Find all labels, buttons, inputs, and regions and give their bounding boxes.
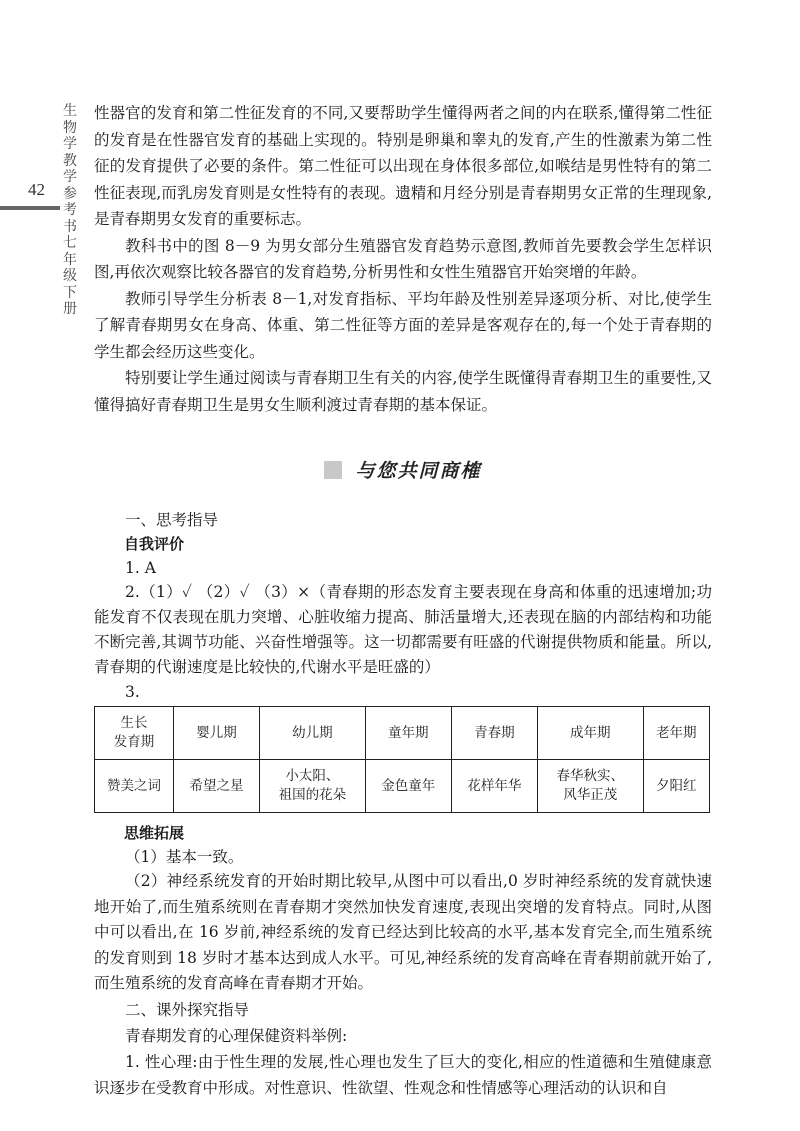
table-cell-praise: 夕阳红	[643, 760, 709, 813]
table-cell-praise: 小太阳、 祖国的花朵	[260, 760, 366, 813]
table-cell-period: 童年期	[365, 707, 451, 760]
table-cell-period: 青春期	[451, 707, 537, 760]
thinking-2: （2）神经系统发育的开始时期比较早,从图中可以看出,0 岁时神经系统的发育就快速地开始了,而生殖系统则在青春期才突然加快发育速度,表现出突增的发育特点。同时,从图中可以看出,在 16 岁前,神经系统的发育已经达到比较高的水平,基本发育完全,而生殖系统的发育则到 18 岁时才基本达到成人水平。可见,神经系统的发育高峰在青春期前就开始了,而生殖系统的发育高峰在青春期才开始。	[94, 872, 712, 992]
part2-intro: 青春期发育的心理保健资料举例:	[125, 1026, 348, 1045]
table-cell-praise: 金色童年	[365, 760, 451, 813]
table-header-label	[95, 707, 174, 760]
self-eval-title: 自我评价	[124, 535, 185, 553]
header-label-line2: 发育期	[113, 734, 155, 750]
table-row-label: 赞美之词	[95, 760, 174, 813]
section-marker-square	[324, 461, 342, 479]
answer-3: 3.	[125, 683, 140, 701]
table-cell-period: 幼儿期	[260, 707, 366, 760]
growth-period-table	[94, 706, 710, 813]
answer-1: 1. A	[125, 559, 156, 577]
thinking-title: 思维拓展	[124, 824, 185, 842]
header-label-line1: 生长	[120, 715, 148, 731]
table-cell-period: 婴儿期	[174, 707, 260, 760]
table-cell-period: 老年期	[643, 707, 709, 760]
margin-rule	[0, 206, 60, 210]
page-number: 42	[28, 180, 45, 199]
answer-2: 2.（1）✓ （2）✓ （3）×（青春期的形态发育主要表现在身高和体重的迅速增加;功能发育不仅表现在肌力突增、心脏收缩力提高、肺活量增大,还表现在脑的内部结构和功能不断完善,其调节功能、兴奋性增强等。这一切都需要有旺盛的代谢提供物质和能量。所以,青春期的代谢速度是比较快的,代谢水平是旺盛的）	[94, 583, 712, 676]
paragraph-3: 教师引导学生分析表 8－1,对发育指标、平均年龄及性别差异逐项分析、对比,使学生了解青春期男女在身高、体重、第二性征等方面的差异是客观存在的,每一个处于青春期的学生都会经历这些变化。	[94, 289, 712, 361]
table-cell-period: 成年期	[537, 707, 643, 760]
paragraph-1: 性器官的发育和第二性征发育的不同,又要帮助学生懂得两者之间的内在联系,懂得第二性征的发育是在性器官发育的基础上实现的。特别是卵巢和睾丸的发育,产生的性激素为第二性征的发育提供了必要的条件。第二性征可以出现在身体很多部位,如喉结是男性特有的第二性征表现,而乳房发育则是女性特有的表现。遗精和月经分别是青春期男女正常的生理现象,是青春期男女发育的重要标志。	[94, 104, 712, 228]
paragraph-2: 教科书中的图 8－9 为男女部分生殖器官发育趋势示意图,教师首先要教会学生怎样识图,再依次观察比较各器官的发育趋势,分析男性和女性生殖器官开始突增的年龄。	[94, 236, 712, 281]
page-content	[94, 100, 712, 1102]
part2-item-1: 1. 性心理:由于性生理的发展,性心理也发生了巨大的变化,相应的性道德和生殖健康意识逐步在受教育中形成。对性意识、性欲望、性观念和性情感等心理活动的认识和自	[94, 1052, 712, 1097]
part2-title: 二、课外探究指导	[125, 1000, 250, 1019]
table-row	[95, 760, 710, 813]
table-cell-praise: 春华秋实、 风华正茂	[537, 760, 643, 813]
table-cell-praise: 希望之星	[174, 760, 260, 813]
section-title: 与您共同商榷	[355, 460, 482, 482]
running-book-title: 生物学教学参考书七年级下册	[63, 103, 77, 317]
part1-title: 一、思考指导	[125, 511, 219, 529]
thinking-1: （1）基本一致。	[125, 848, 244, 866]
table-cell-praise: 花样年华	[451, 760, 537, 813]
section-header	[94, 456, 712, 480]
paragraph-4: 特别要让学生通过阅读与青春期卫生有关的内容,使学生既懂得青春期卫生的重要性,又懂得搞好青春期卫生是男女生顺利渡过青春期的基本保证。	[94, 369, 712, 414]
table-header-row	[95, 707, 710, 760]
